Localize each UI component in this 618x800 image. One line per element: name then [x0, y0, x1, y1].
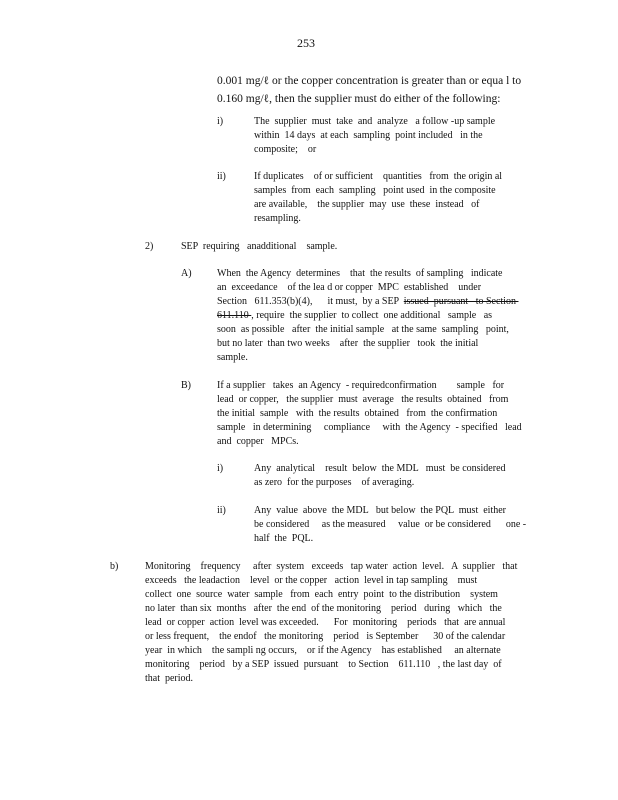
section-lower-b-line: Monitoring frequency after system exceeds tap water action level. A supplier that: [145, 561, 518, 572]
section-a-line: [217, 295, 518, 309]
section-lower-b-line: that period.: [145, 673, 194, 684]
section-a-label: A): [181, 268, 192, 279]
section-a-line: but no later than two weeks after the supplier took the initial: [217, 338, 479, 349]
item-i-line: composite; or: [254, 144, 317, 155]
section-b-line: If a supplier takes an Agency - requiredconfirmation sample for: [217, 380, 505, 391]
section-b-line: lead or copper, the supplier must average the results obtained from: [217, 394, 509, 405]
section-b-label: B): [181, 380, 191, 391]
sub-b-ii-line: half the PQL.: [254, 533, 314, 544]
item-ii-line: are available, the supplier may use these instead of: [254, 199, 480, 210]
item-ii-line: samples from each sampling point used in the composite: [254, 185, 496, 196]
page-number: 253: [297, 36, 315, 50]
section-a-line: an exceedance of the lea d or copper MPC established under: [217, 282, 482, 293]
intro-line-2: 0.160 mg/ℓ, then the supplier must do either of the following:: [217, 93, 501, 105]
section-lower-b-line: lead or copper action level was exceeded. For monitoring periods that are annual: [145, 617, 506, 628]
item-ii-line: resampling.: [254, 213, 301, 224]
section-a-text: Section 611.353(b)(4), it must, by a SEP: [217, 296, 404, 307]
sub-b-i-line: Any analytical result below the MDL must be considered: [254, 463, 506, 474]
item-i-line: The supplier must take and analyze a follow -up sample: [254, 116, 496, 127]
sub-b-ii-line: Any value above the MDL but below the PQL must either: [254, 505, 506, 516]
intro-line-1: 0.001 mg/ℓ or the copper concentration is greater than or equa l to: [217, 75, 522, 87]
section-a-line: sample.: [217, 352, 248, 363]
section-a-line: soon as possible after the initial sample at the same sampling point,: [217, 324, 509, 335]
section-2-label: 2): [145, 241, 154, 252]
section-lower-b-label: b): [110, 561, 119, 572]
sub-b-ii-label: ii): [217, 505, 226, 516]
section-lower-b-line: monitoring period by a SEP issued pursuant to Section 611.110 , the last day of: [145, 659, 502, 670]
section-b-line: the initial sample with the results obtained from the confirmation: [217, 408, 498, 419]
item-ii-line: If duplicates of or sufficient quantities from the origin al: [254, 171, 503, 182]
section-lower-b-line: year in which the sampli ng occurs, or if the Agency has established an alternate: [145, 645, 501, 656]
section-lower-b-line: exceeds the leadaction level or the copper action level in tap sampling must: [145, 575, 478, 586]
strikethrough-text: 611.110: [217, 310, 252, 321]
section-2-heading: SEP requiring anadditional sample.: [181, 241, 338, 252]
item-ii-label: ii): [217, 171, 226, 182]
item-i-label: i): [217, 116, 224, 127]
section-a-line: When the Agency determines that the results of sampling indicate: [217, 268, 503, 279]
section-lower-b-line: no later than six months after the end of the monitoring period during which the: [145, 603, 502, 614]
sub-b-i-label: i): [217, 463, 224, 474]
item-i-line: within 14 days at each sampling point included in the: [254, 130, 483, 141]
section-b-line: and copper MPCs.: [217, 436, 299, 447]
sub-b-i-line: as zero for the purposes of averaging.: [254, 477, 415, 488]
section-a-text: , require the supplier to collect one additional sample as: [251, 310, 493, 321]
section-a-line: [217, 309, 492, 323]
section-b-line: sample in determining compliance with the Agency - specified lead: [217, 422, 522, 433]
section-lower-b-line: or less frequent, the endof the monitoring period is September 30 of the calendar: [145, 631, 506, 642]
sub-b-ii-line: be considered as the measured value or be considered one -: [254, 519, 527, 530]
strikethrough-text: issued pursuant to Section: [403, 296, 519, 307]
section-lower-b-line: collect one source water sample from each entry point to the distribution system: [145, 589, 498, 600]
